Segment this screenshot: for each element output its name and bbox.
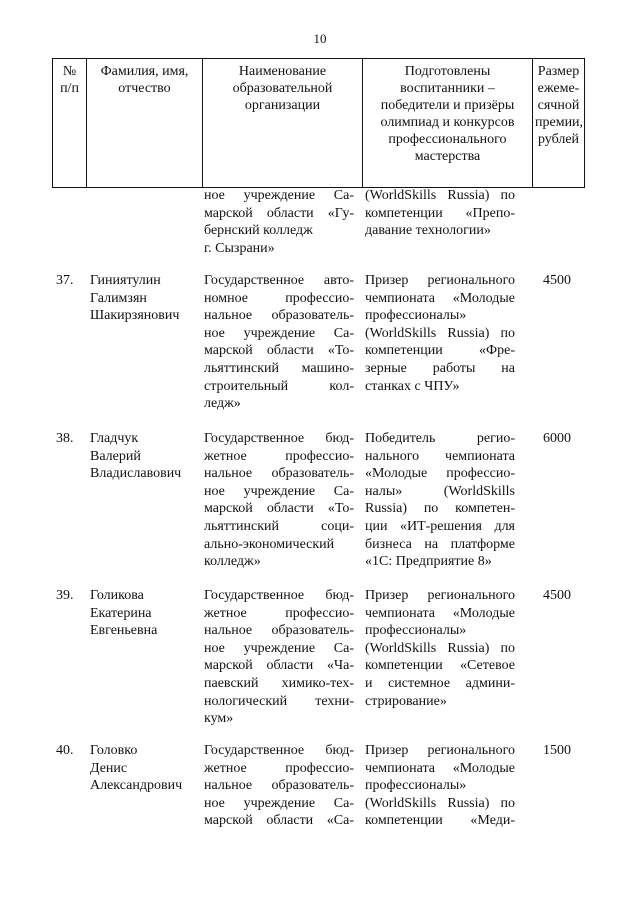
row-number: 39. <box>56 588 74 603</box>
achievement: Призер регионального чемпионата «Молодые профессионалы» (WorldSkills Russia) по компетенции «Сетевое и системное админи- стрирование» <box>365 588 515 709</box>
continuation-achievement: (WorldSkills Russia) по компетенции «Препо- давание технологии» <box>365 188 515 239</box>
organization: Государственное бюд- жетное профессио- нальное образователь- ное учреждение Са- марской области «Са- <box>204 743 354 829</box>
person-name: Гиниятулин Галимзян Шакирзянович <box>90 273 180 324</box>
bonus-amount: 6000 <box>543 431 571 446</box>
bonus-amount: 1500 <box>543 743 571 758</box>
bonus-amount: 4500 <box>543 588 571 603</box>
header-achievement: Подготовлены воспитанники – победители и призёры олимпиад и конкурсов профессионального мастерства <box>363 59 533 188</box>
organization: Государственное авто- номное профессио- нальное образователь- ное учреждение Са- марской области «То- льяттинский машино- строительный кол- ледж» <box>204 273 354 412</box>
table-header <box>52 58 585 188</box>
person-name: Головко Денис Александрович <box>90 743 183 794</box>
header-num: № п/п <box>53 59 87 188</box>
person-name: Голикова Екатерина Евгеньевна <box>90 588 158 639</box>
organization: Государственное бюд- жетное профессио- нальное образователь- ное учреждение Са- марской области «То- льяттинский соци- ально-экономический колледж» <box>204 431 354 570</box>
header-amount: Размер ежеме- сячной премии, рублей <box>533 59 585 188</box>
achievement: Призер регионального чемпионата «Молодые профессионалы» (WorldSkills Russia) по компетенции «Меди- <box>365 743 515 829</box>
header-name: Фамилия, имя, отчество <box>87 59 203 188</box>
bonus-amount: 4500 <box>543 273 571 288</box>
achievement: Призер регионального чемпионата «Молодые профессионалы» (WorldSkills Russia) по компетенции «Фре- зерные работы на станках с ЧПУ» <box>365 273 515 394</box>
organization: Государственное бюд- жетное профессио- нальное образователь- ное учреждение Са- марской области «Ча- паевский химико-тех- нологический техни- кум» <box>204 588 354 727</box>
achievement: Победитель регио- нального чемпионата «Молодые профессио- налы» (WorldSkills Russia) по компетен- ции «ИТ-решения для бизнеса на платформе «1С: Предприятие 8» <box>365 431 515 570</box>
row-number: 38. <box>56 431 74 446</box>
continuation-org: ное учреждение Са- марской области «Гу- бернский колледж г. Сызрани» <box>204 188 354 256</box>
row-number: 40. <box>56 743 74 758</box>
person-name: Гладчук Валерий Владиславович <box>90 431 182 482</box>
header-org: Наименование образовательной организации <box>203 59 363 188</box>
page-number: 10 <box>313 31 327 46</box>
row-number: 37. <box>56 273 74 288</box>
